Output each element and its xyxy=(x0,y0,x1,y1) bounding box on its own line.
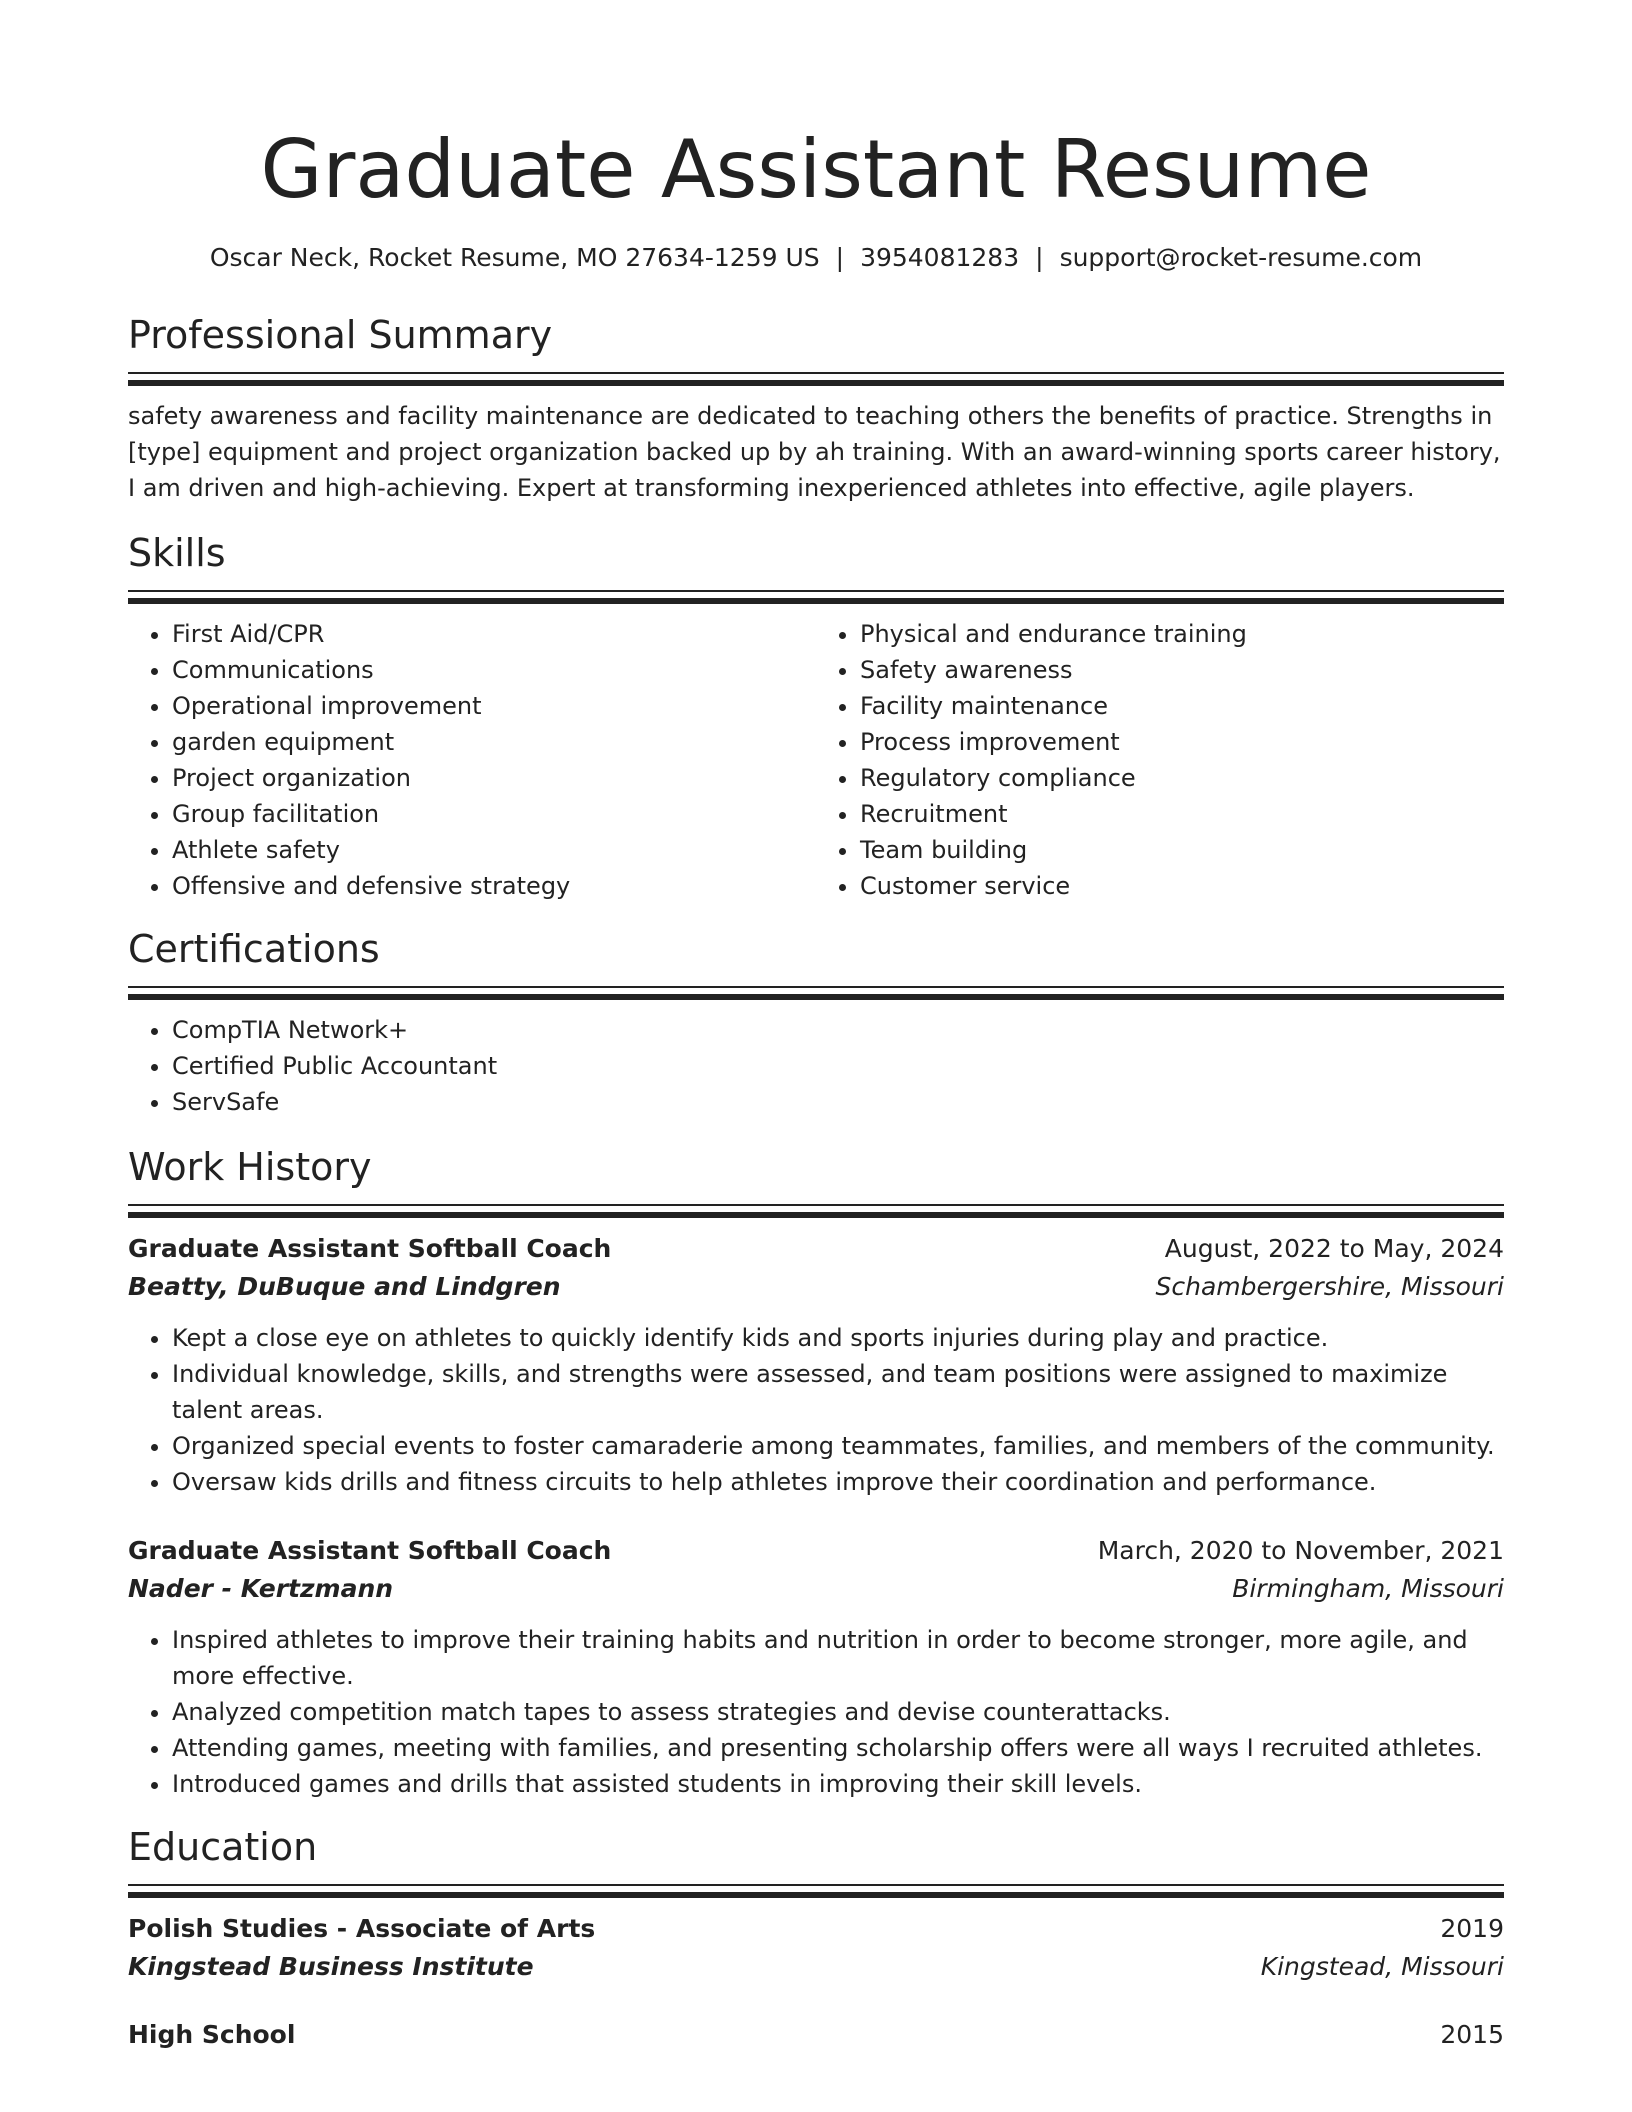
skill-item: • Safety awareness xyxy=(860,652,1504,688)
summary-text: safety awareness and facility maintenance are dedicated to teaching others the benefits of practice. Strengths in [type] equipment and project organization backed up by ah training. With an award-winning sports career history, I am driven and high-achieving. Expert at transforming inexperienced athletes into effective, agile players. xyxy=(128,402,1501,502)
job-bullets xyxy=(128,1320,1504,1500)
skills-section xyxy=(128,528,1504,904)
education-year: 2019 xyxy=(1440,1914,1504,1943)
skill-item: • Operational improvement xyxy=(172,688,816,724)
skill-item: • Project organization xyxy=(172,760,816,796)
job-dates: August, 2022 to May, 2024 xyxy=(1164,1234,1504,1263)
skill-item: • Group facilitation xyxy=(172,796,816,832)
skill-item: • Offensive and defensive strategy xyxy=(172,868,816,904)
skill-item: • garden equipment xyxy=(172,724,816,760)
section-divider xyxy=(128,590,1504,602)
certification-item: • Certified Public Accountant xyxy=(172,1048,1504,1084)
education-subheader xyxy=(128,1948,1504,1986)
education-heading: Education xyxy=(128,1825,318,1869)
job-bullet: • Kept a close eye on athletes to quickly identify kids and sports injuries during play and practice. xyxy=(172,1320,1504,1356)
education-section xyxy=(128,1822,1504,2054)
section-divider xyxy=(128,1884,1504,1896)
section-divider xyxy=(128,1204,1504,1216)
job-subheader xyxy=(128,1570,1504,1608)
skill-item: • Customer service xyxy=(860,868,1504,904)
education-location: Kingstead, Missouri xyxy=(1260,1952,1504,1981)
certification-item: • CompTIA Network+ xyxy=(172,1012,1504,1048)
education-entry xyxy=(128,2016,1504,2054)
resume-title: Graduate Assistant Resume xyxy=(260,123,1372,216)
job-location: Schambergershire, Missouri xyxy=(1155,1272,1504,1301)
education-header xyxy=(128,2016,1504,2054)
summary-section xyxy=(128,310,1504,506)
job-dates: March, 2020 to November, 2021 xyxy=(1097,1536,1504,1565)
job-entry xyxy=(128,1230,1504,1500)
certifications-heading: Certifications xyxy=(128,927,380,971)
job-bullet: • Individual knowledge, skills, and strengths were assessed, and team positions were assigned to maximize talent areas. xyxy=(172,1356,1504,1428)
work-heading: Work History xyxy=(128,1145,372,1189)
summary-heading: Professional Summary xyxy=(128,313,553,357)
skill-item: • Athlete safety xyxy=(172,832,816,868)
job-bullet: • Inspired athletes to improve their training habits and nutrition in order to become stronger, more agile, and more effective. xyxy=(172,1622,1504,1694)
job-header xyxy=(128,1532,1504,1570)
education-degree: High School xyxy=(128,2020,296,2049)
section-divider xyxy=(128,986,1504,998)
job-bullet: • Analyzed competition match tapes to assess strategies and devise counterattacks. xyxy=(172,1694,1504,1730)
job-entry xyxy=(128,1532,1504,1802)
skill-item: • First Aid/CPR xyxy=(172,616,816,652)
education-year: 2015 xyxy=(1440,2020,1504,2049)
job-bullet: • Introduced games and drills that assisted students in improving their skill levels. xyxy=(172,1766,1504,1802)
education-school: Kingstead Business Institute xyxy=(128,1952,534,1981)
work-section xyxy=(128,1142,1504,1802)
education-header xyxy=(128,1910,1504,1948)
contact-separator: | xyxy=(835,243,845,272)
contact-email: support@rocket-resume.com xyxy=(1059,243,1423,272)
job-company: Beatty, DuBuque and Lindgren xyxy=(128,1272,561,1301)
education-entry xyxy=(128,1910,1504,1986)
skills-left-list xyxy=(128,616,816,904)
job-title: Graduate Assistant Softball Coach xyxy=(128,1536,612,1565)
certifications-list xyxy=(128,1012,1504,1120)
job-location: Birmingham, Missouri xyxy=(1232,1574,1504,1603)
contact-address: Oscar Neck, Rocket Resume, MO 27634-1259 US xyxy=(209,243,820,272)
skill-item: • Regulatory compliance xyxy=(860,760,1504,796)
contact-phone: 3954081283 xyxy=(860,243,1020,272)
skill-item: • Facility maintenance xyxy=(860,688,1504,724)
certifications-section xyxy=(128,924,1504,1120)
education-degree: Polish Studies - Associate of Arts xyxy=(128,1914,596,1943)
job-bullet: • Organized special events to foster camaraderie among teammates, families, and members of the community. xyxy=(172,1428,1504,1464)
section-divider xyxy=(128,372,1504,384)
job-bullet: • Oversaw kids drills and fitness circuits to help athletes improve their coordination and performance. xyxy=(172,1464,1504,1500)
job-title: Graduate Assistant Softball Coach xyxy=(128,1234,612,1263)
skill-item: • Communications xyxy=(172,652,816,688)
job-header xyxy=(128,1230,1504,1268)
skill-item: • Recruitment xyxy=(860,796,1504,832)
skills-heading: Skills xyxy=(128,531,226,575)
contact-line xyxy=(128,240,1504,276)
skills-grid xyxy=(128,616,1504,904)
job-subheader xyxy=(128,1268,1504,1306)
contact-separator: | xyxy=(1035,243,1044,272)
job-company: Nader - Kertzmann xyxy=(128,1574,394,1603)
job-bullets xyxy=(128,1622,1504,1802)
skill-item: • Process improvement xyxy=(860,724,1504,760)
certification-item: • ServSafe xyxy=(172,1084,1504,1120)
job-bullet: • Attending games, meeting with families, and presenting scholarship offers were all ways I recruited athletes. xyxy=(172,1730,1504,1766)
skill-item: • Physical and endurance training xyxy=(860,616,1504,652)
skill-item: • Team building xyxy=(860,832,1504,868)
skills-right-list xyxy=(816,616,1504,904)
